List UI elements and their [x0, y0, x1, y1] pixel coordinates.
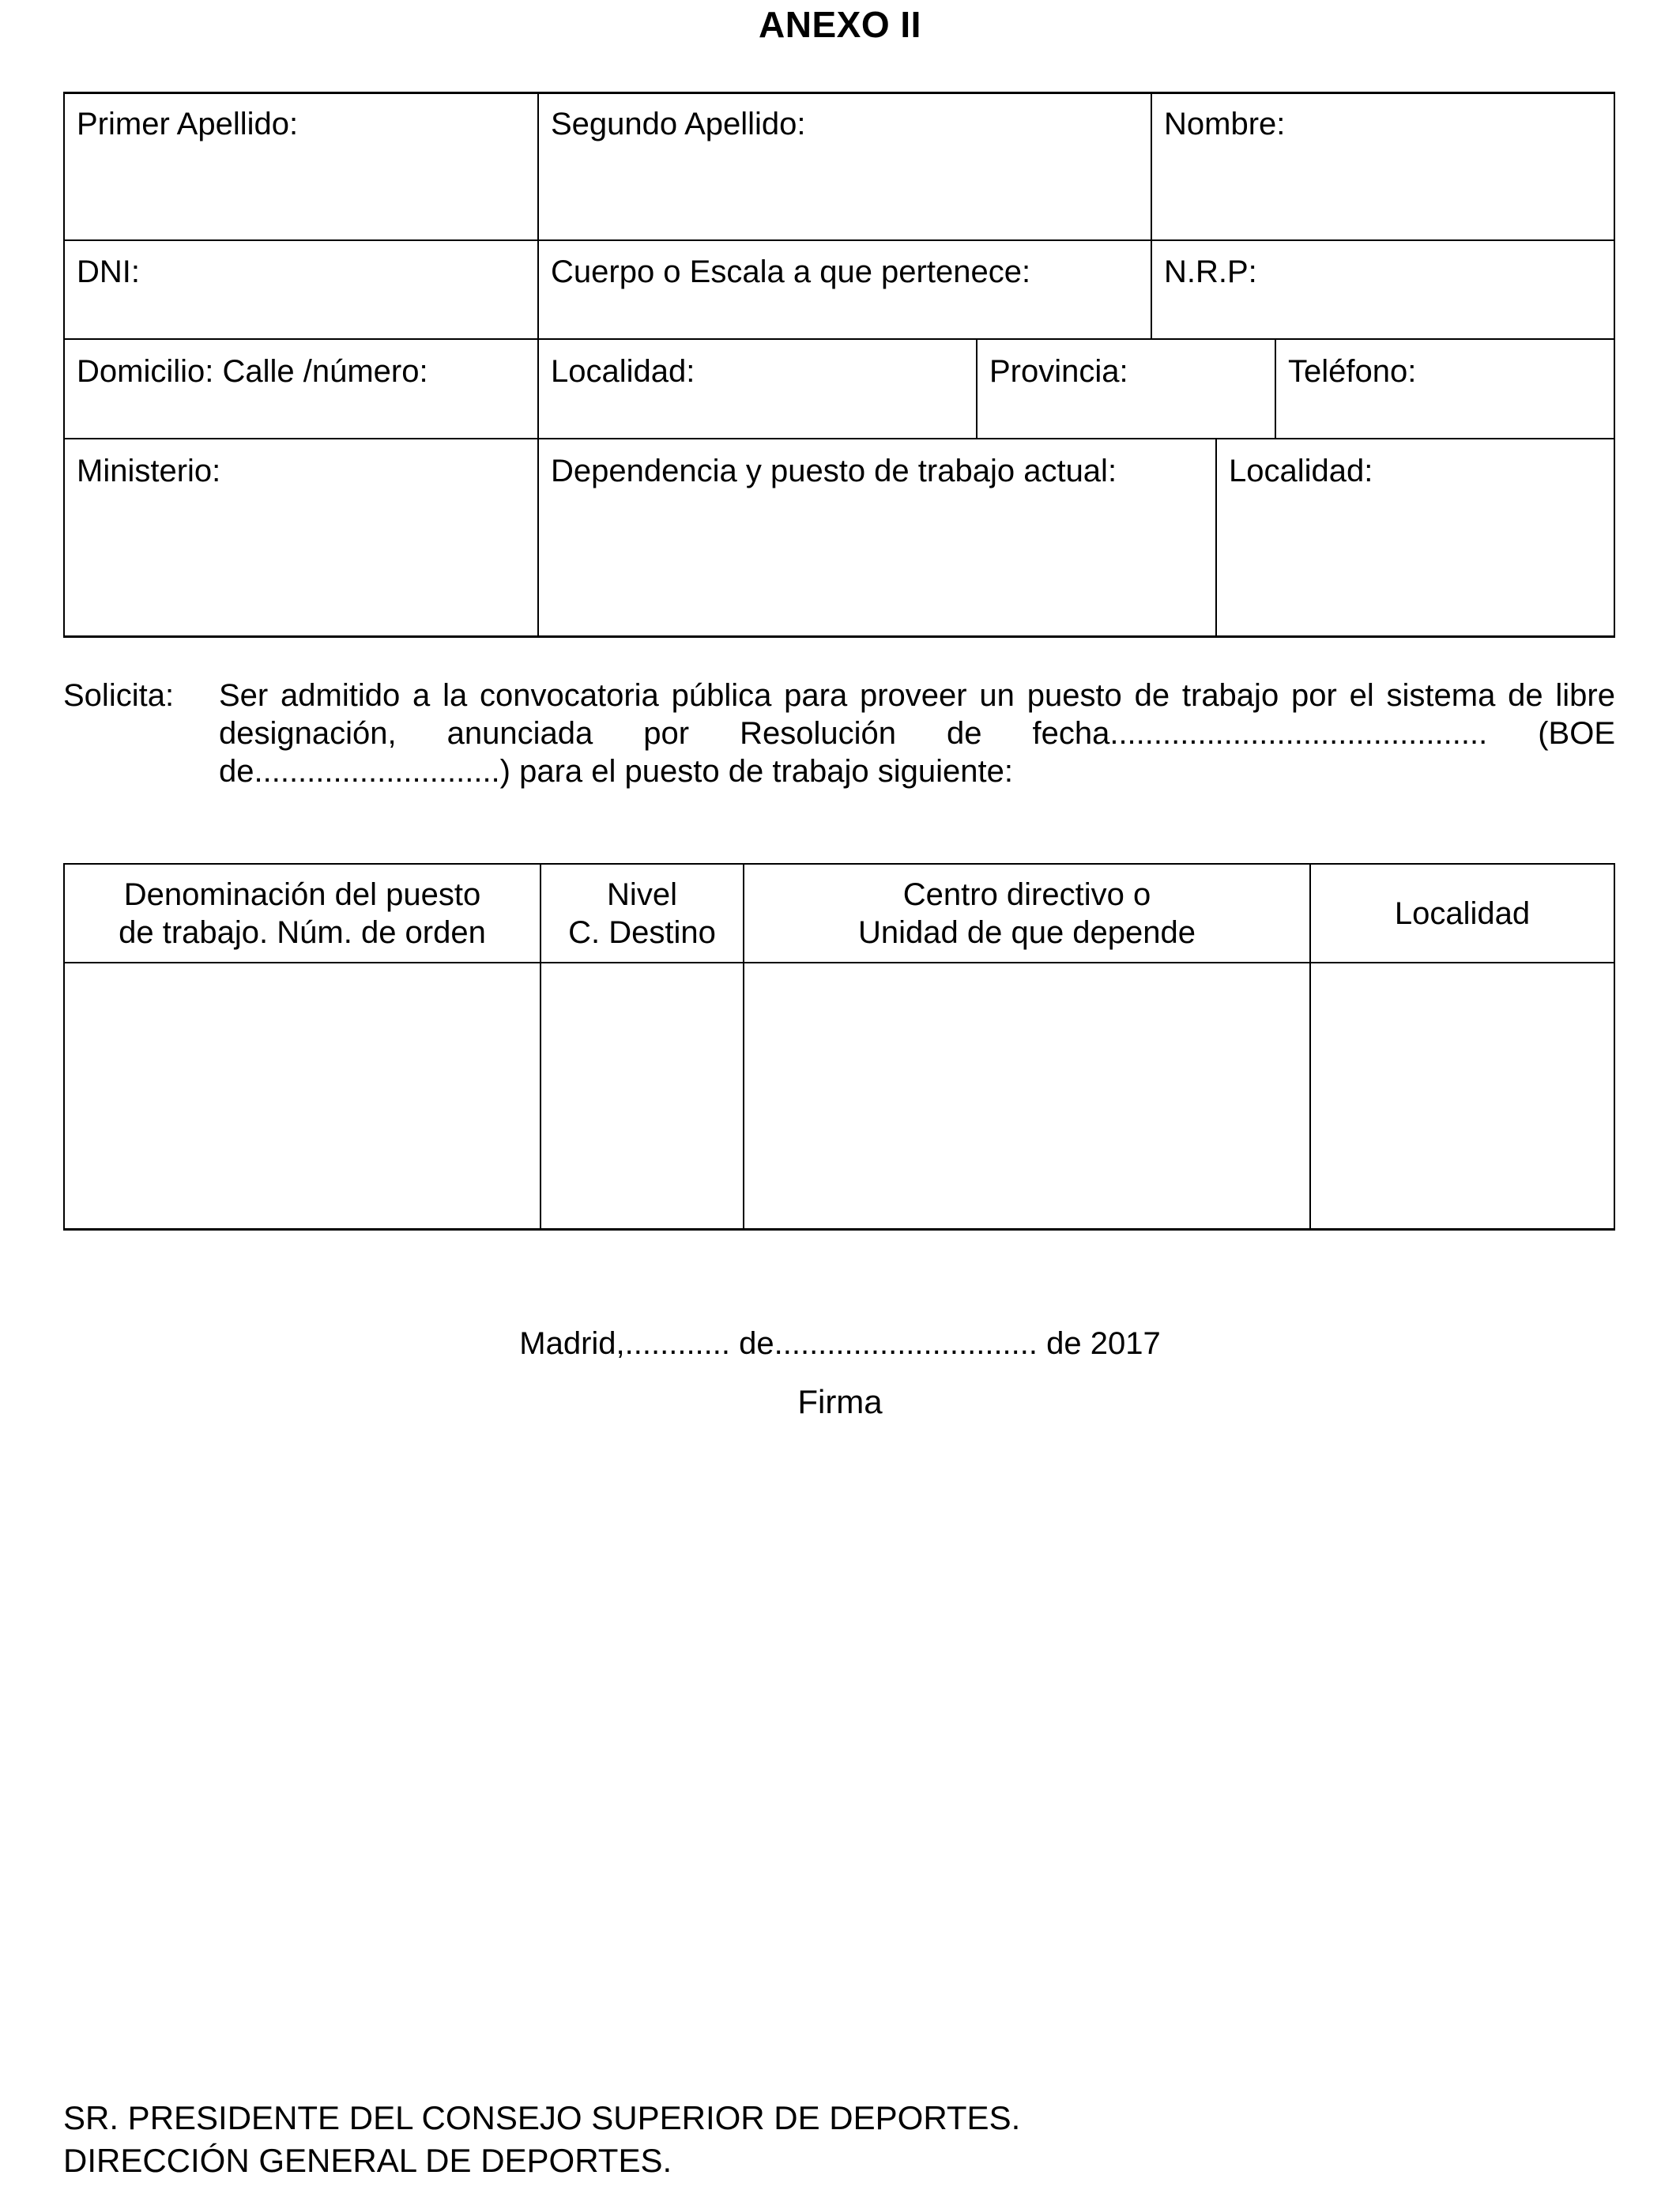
nrp-field[interactable]: N.R.P:: [1164, 254, 1257, 289]
destinatario-line-2: DIRECCIÓN GENERAL DE DEPORTES.: [63, 2142, 672, 2179]
fecha-line: Madrid,............ de.............................. de 2017: [519, 1326, 1161, 1361]
solicita-label: Solicita:: [63, 678, 175, 713]
table-header-centro: [744, 865, 1309, 962]
header-line: Unidad de que depende: [857, 914, 1196, 950]
page-title: ANEXO II: [759, 4, 921, 45]
table-border-right: [1614, 92, 1615, 638]
table-header-denominacion: [65, 865, 540, 962]
telefono-field[interactable]: Teléfono:: [1288, 354, 1417, 389]
table-column-divider: [1275, 338, 1276, 439]
table-border-left: [63, 92, 65, 638]
provincia-field[interactable]: Provincia:: [989, 354, 1128, 389]
header-line: Denominación del puesto: [123, 876, 481, 912]
ministerio-field[interactable]: Ministerio:: [77, 454, 221, 488]
localidad-actual-field[interactable]: Localidad:: [1229, 454, 1373, 488]
table-border-top: [63, 92, 1615, 94]
localidad-field[interactable]: Localidad:: [551, 354, 695, 389]
table-column-divider: [537, 92, 539, 638]
table-row-divider: [63, 438, 1615, 439]
domicilio-field[interactable]: Domicilio: Calle /número:: [77, 354, 428, 389]
denominacion-cell[interactable]: [65, 963, 540, 1228]
centro-cell[interactable]: [744, 963, 1309, 1228]
solicita-text: Ser admitido a la convocatoria pública para proveer un puesto de trabajo por el sistema de libre designación, anunciada por Resolución de fecha........................................... (BOE de............................) para el puesto de trabajo siguiente:: [219, 678, 1615, 789]
header-line: Localidad: [1394, 895, 1531, 931]
table-border-bottom: [63, 635, 1615, 638]
firma-label: Firma: [797, 1383, 883, 1420]
dni-field[interactable]: DNI:: [77, 254, 140, 289]
dependencia-puesto-field[interactable]: Dependencia y puesto de trabajo actual:: [551, 454, 1117, 488]
header-line: de trabajo. Núm. de orden: [119, 914, 486, 950]
primer-apellido-field[interactable]: Primer Apellido:: [77, 107, 299, 141]
table-row-divider: [63, 239, 1615, 241]
header-line: C. Destino: [568, 914, 716, 950]
table-border-right: [1614, 863, 1615, 1231]
nivel-cell[interactable]: [541, 963, 743, 1228]
header-line: Nivel: [607, 876, 677, 912]
header-line: Centro directivo o: [902, 876, 1151, 912]
localidad-cell[interactable]: [1311, 963, 1614, 1228]
segundo-apellido-field[interactable]: Segundo Apellido:: [551, 107, 806, 141]
table-row-divider: [63, 338, 1615, 340]
destinatario-line-1: SR. PRESIDENTE DEL CONSEJO SUPERIOR DE DEPORTES.: [63, 2099, 1021, 2136]
table-column-divider: [1151, 92, 1152, 340]
nombre-field[interactable]: Nombre:: [1164, 107, 1286, 141]
cuerpo-escala-field[interactable]: Cuerpo o Escala a que pertenece:: [551, 254, 1031, 289]
table-column-divider: [976, 338, 977, 439]
table-header-nivel: [541, 865, 743, 962]
table-header-localidad: [1311, 865, 1614, 962]
table-column-divider: [1215, 438, 1217, 638]
table-border-bottom: [63, 1228, 1615, 1231]
